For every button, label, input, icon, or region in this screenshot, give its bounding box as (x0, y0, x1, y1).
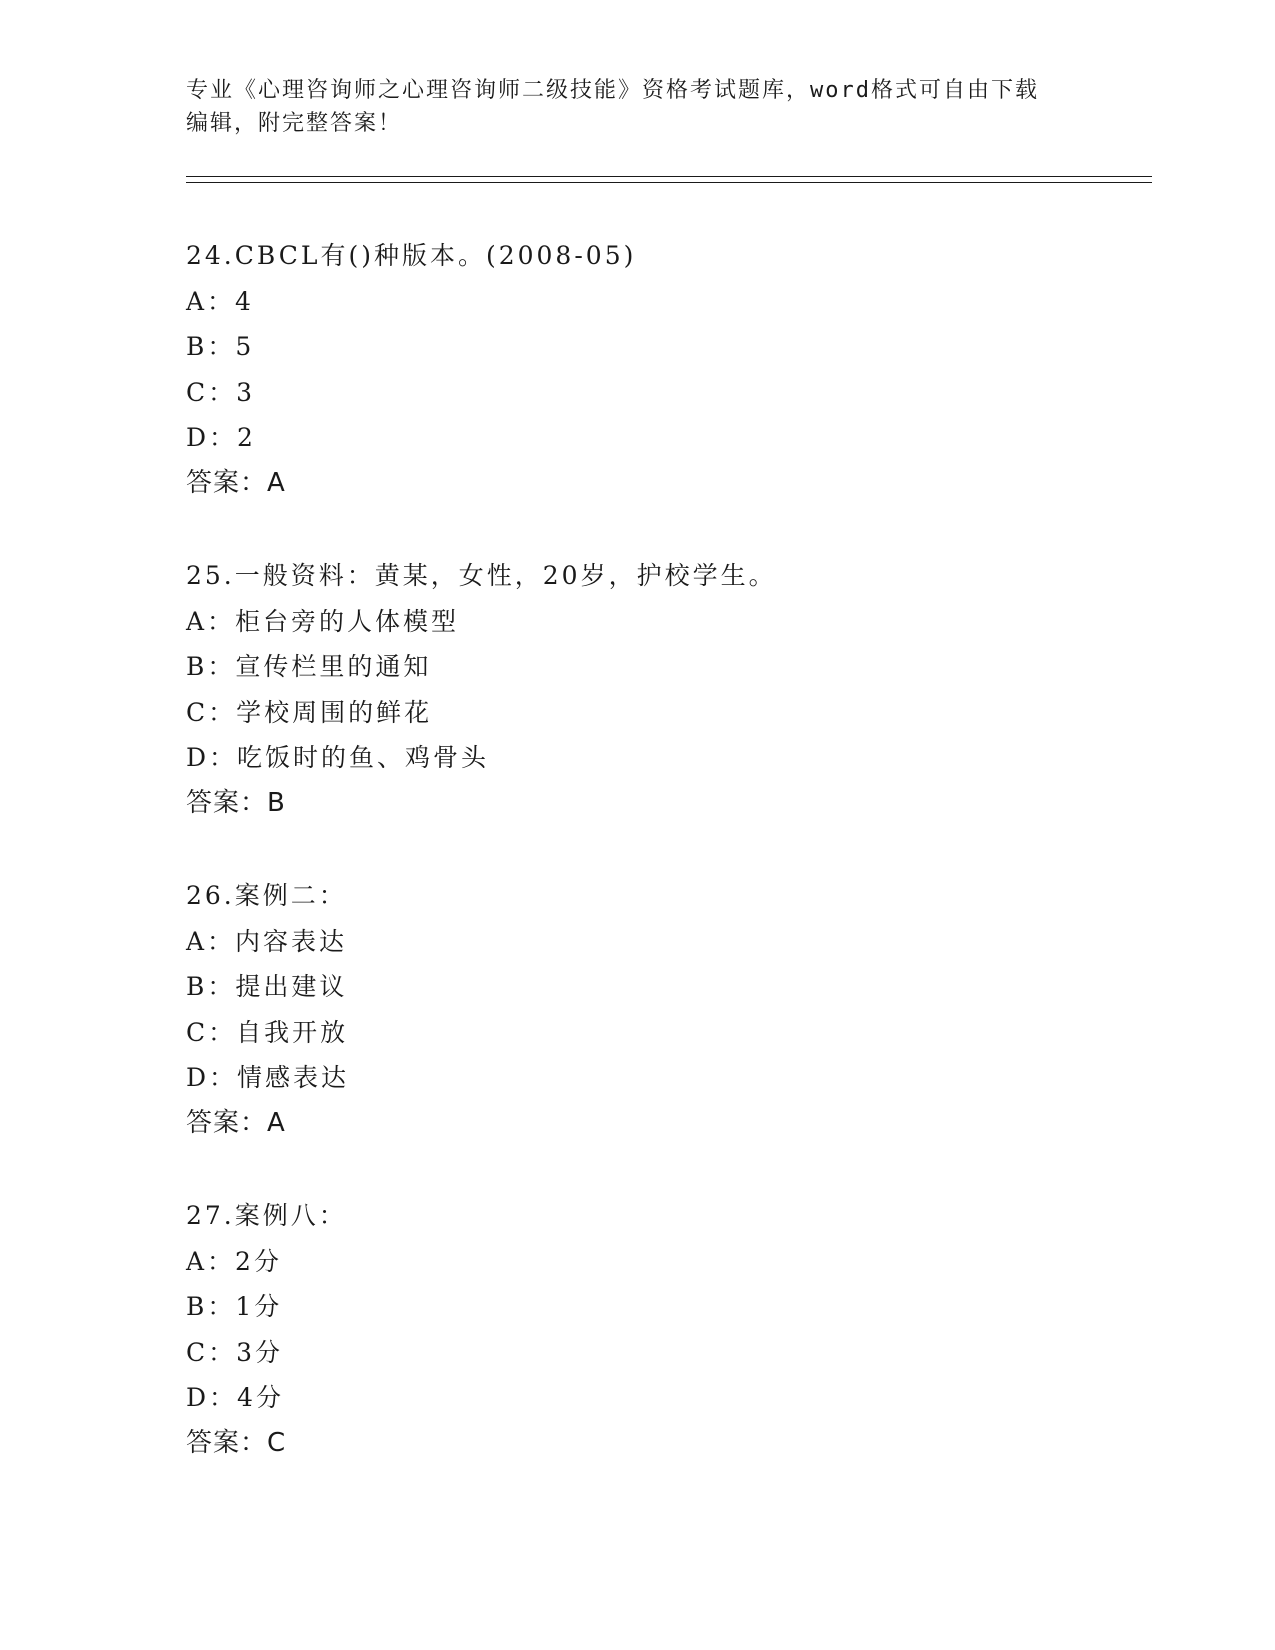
question-stem: 27.案例八： (186, 1201, 347, 1230)
option-c: C：自我开放 (186, 1017, 349, 1047)
option-d: D：2 (186, 423, 256, 452)
question-26 (186, 873, 1146, 1146)
option-c: C：3分 (186, 1337, 284, 1367)
question-25 (186, 553, 1146, 826)
answer-line: 答案：A (186, 467, 286, 498)
option-d: D：4分 (186, 1383, 284, 1412)
option-a: A：内容表达 (186, 926, 348, 956)
header-divider-bottom (186, 182, 1152, 183)
question-24 (186, 233, 1146, 506)
answer-line: 答案：B (186, 787, 286, 818)
option-b: B：5 (186, 332, 255, 361)
question-stem: 24.CBCL有()种版本。(2008-05) (186, 241, 637, 270)
option-a: A：2分 (186, 1246, 282, 1276)
option-b: B：1分 (186, 1292, 283, 1321)
answer-line: 答案：C (186, 1427, 287, 1458)
header-divider-top (186, 176, 1152, 177)
option-b: B：宣传栏里的通知 (186, 652, 432, 681)
question-stem: 25.一般资料：黄某，女性，20岁，护校学生。 (186, 561, 777, 590)
option-c: C：学校周围的鲜花 (186, 697, 433, 727)
header-line-2: 编辑，附完整答案！ (186, 111, 403, 136)
option-a: A：柜台旁的人体模型 (186, 606, 460, 636)
option-d: D：吃饭时的鱼、鸡骨头 (186, 743, 490, 772)
option-c: C：3 (186, 377, 256, 407)
question-stem: 26.案例二： (186, 881, 347, 910)
option-a: A：4 (186, 286, 254, 316)
option-b: B：提出建议 (186, 972, 348, 1001)
answer-line: 答案：A (186, 1107, 286, 1138)
option-d: D：情感表达 (186, 1063, 350, 1092)
header-line-1: 专业《心理咨询师之心理咨询师二级技能》资格考试题库，word格式可自由下载 (186, 78, 1039, 103)
document-header (186, 74, 1066, 140)
question-27 (186, 1193, 1146, 1466)
